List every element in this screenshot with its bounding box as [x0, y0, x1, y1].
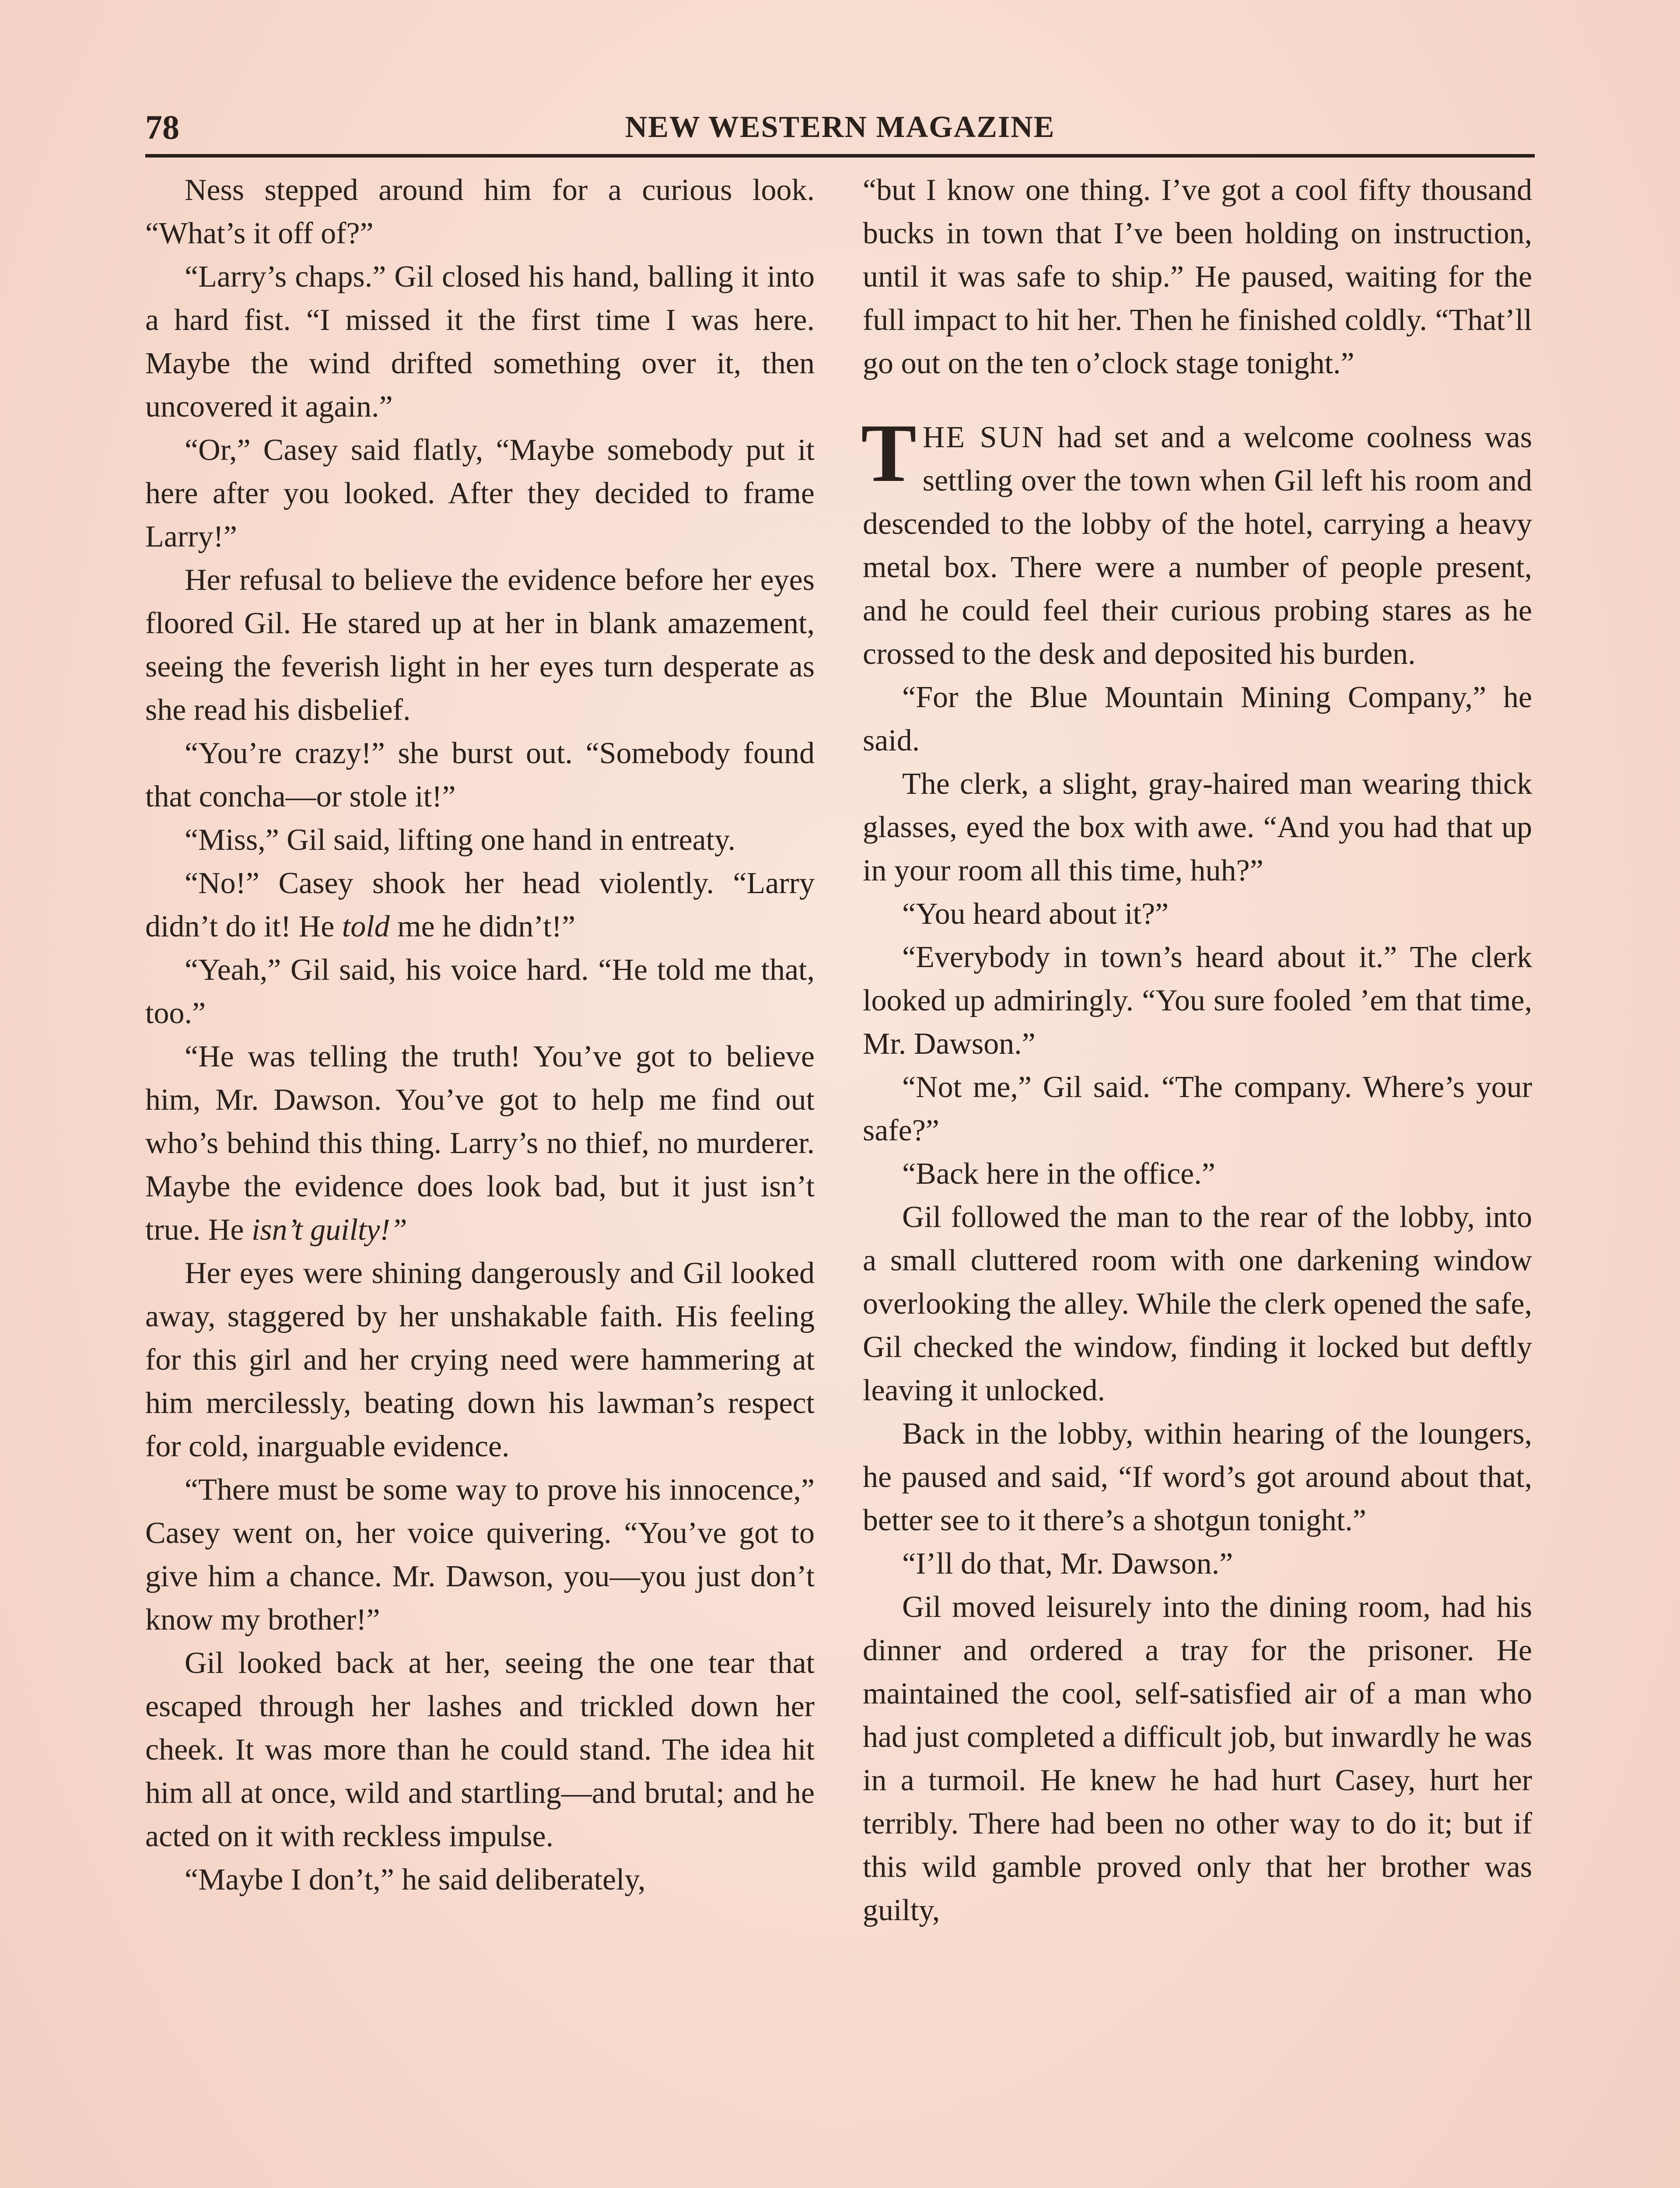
paragraph: “For the Blue Mountain Mining Company,” he said. — [863, 680, 1532, 757]
paragraph — [145, 862, 815, 948]
paragraph: Gil followed the man to the rear of the lobby, into a small cluttered room with one darkening window overlooking the alley. While the clerk opened the safe, Gil checked the window, finding it locked but deftly leaving it unlocked. — [863, 1200, 1532, 1407]
text-run: “He was telling the truth! You’ve got to believe him, Mr. Dawson. You’ve got to help me find out who’s behind this thing. Larry’s no thief, no murderer. Maybe the evidence does look bad, but it just isn’t true. He — [145, 1040, 815, 1247]
header-rule — [145, 154, 1535, 158]
paragraph: “Everybody in town’s heard about it.” The clerk looked up admiringly. “You sure fooled ’em that time, Mr. Dawson.” — [863, 940, 1532, 1061]
paragraph — [145, 1035, 815, 1252]
paragraph: Her eyes were shining dangerously and Gil looked away, staggered by her unshakable faith. His feeling for this girl and her crying need were hammering at him mercilessly, beating down his lawman’s respect for cold, inarguable evidence. — [145, 1256, 815, 1463]
paragraph: “Yeah,” Gil said, his voice hard. “He told me that, too.” — [145, 953, 815, 1030]
left-column — [145, 168, 815, 1901]
paragraph: “Not me,” Gil said. “The company. Where’s your safe?” — [863, 1070, 1532, 1147]
paragraph: “You heard about it?” — [902, 897, 1169, 931]
page-number: 78 — [145, 108, 179, 146]
paragraph-continued: “but I know one thing. I’ve got a cool fifty thousand bucks in town that I’ve been holding on instruction, until it was safe to ship.” He paused, waiting for the full impact to hit her. Then he finished coldly. “That’ll go out on the ten o’clock stage tonight.” — [863, 173, 1532, 380]
small-caps-lead: HE SUN — [922, 421, 1045, 454]
paragraph: Gil moved leisurely into the dining room, had his dinner and ordered a tray for the prisoner. He maintained the cool, self-satisfied air of a man who had just completed a difficult job, but inwardly he was in a turmoil. He knew he had hurt Casey, hurt her terribly. There had been no other way to do it; but if this wild gamble proved only that her brother was guilty, — [863, 1590, 1532, 1927]
paragraph: The clerk, a slight, gray-haired man wearing thick glasses, eyed the box with awe. “And you had that up in your room all this time, huh?” — [863, 767, 1532, 887]
paragraph: “I’ll do that, Mr. Dawson.” — [902, 1547, 1233, 1581]
paragraph: Gil looked back at her, seeing the one tear that escaped through her lashes and trickled down her cheek. It was more than he could stand. The idea hit him all at once, wild and startling—and brutal; and he acted on it with reckless impulse. — [145, 1646, 815, 1853]
section-opening-paragraph — [861, 407, 1532, 676]
paragraph: “Maybe I don’t,” he said deliberately, — [185, 1863, 646, 1897]
paragraph: Back in the lobby, within hearing of the loungers, he paused and said, “If word’s got around about that, better see to it there’s a shotgun tonight.” — [863, 1417, 1532, 1537]
paragraph: “Back here in the office.” — [902, 1157, 1215, 1191]
paragraph: “You’re crazy!” she burst out. “Somebody found that concha—or stole it!” — [145, 736, 815, 813]
drop-cap: T — [861, 407, 917, 499]
paragraph: “There must be some way to prove his innocence,” Casey went on, her voice quivering. “You’ve got to give him a chance. Mr. Dawson, you—you just don’t know my brother!” — [145, 1473, 815, 1637]
paragraph: Her refusal to believe the evidence before her eyes floored Gil. He stared up at her in blank amazement, seeing the feverish light in her eyes turn desperate as she read his disbelief. — [145, 563, 815, 727]
magazine-title: NEW WESTERN MAGAZINE — [625, 110, 1055, 144]
paragraph: “Miss,” Gil said, lifting one hand in entreaty. — [185, 823, 736, 857]
text-run: had set and a welcome coolness was settling over the town when Gil left his room and descended to the lobby of the hotel, carrying a heavy metal box. There were a number of people present, and he could feel their curious probing stares as he crossed to the desk and deposited his burden. — [863, 421, 1532, 671]
text-run: me he didn’t!” — [389, 910, 576, 943]
page-header — [145, 103, 1535, 151]
emphasis-isnt-guilty: isn’t guilty!” — [251, 1213, 407, 1247]
paragraph: “Larry’s chaps.” Gil closed his hand, balling it into a hard fist. “I missed it the first time I was here. Maybe the wind drifted something over it, then uncovered it again.” — [145, 260, 815, 424]
right-column — [863, 168, 1532, 1932]
text-run: “No!” Casey shook her head violently. “Larry didn’t do it! He — [145, 866, 815, 943]
paragraph: “Or,” Casey said flatly, “Maybe somebody put it here after you looked. After they decided to frame Larry!” — [145, 433, 815, 554]
emphasis-told: told — [342, 910, 390, 943]
paragraph: Ness stepped around him for a curious look. “What’s it off of?” — [145, 173, 815, 250]
